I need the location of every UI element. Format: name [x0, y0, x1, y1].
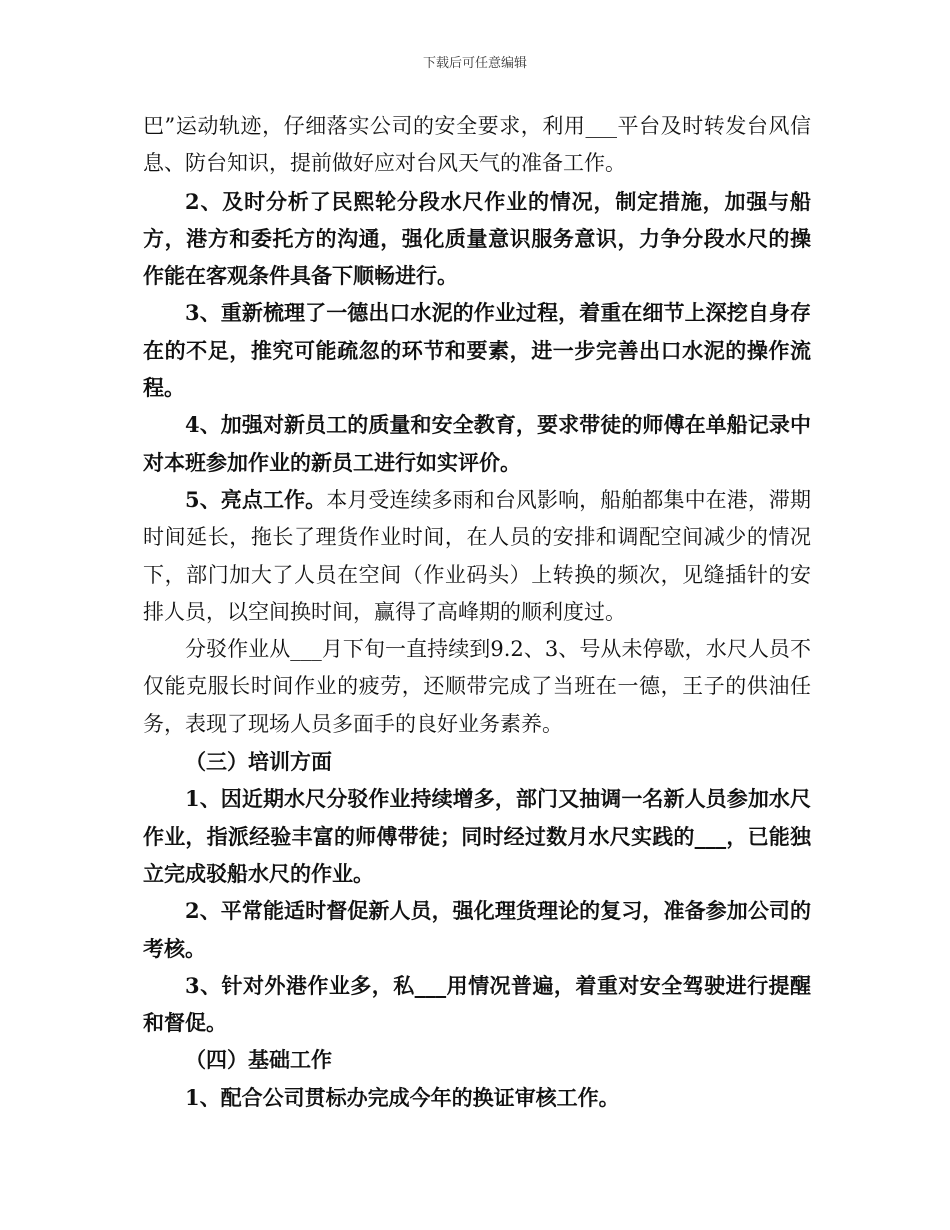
- paragraph-basic-1: 1、配合公司贯标办完成今年的换证审核工作。: [185, 1084, 620, 1110]
- document-body: [143, 108, 811, 1116]
- paragraph-training-1: 1、因近期水尺分驳作业持续增多，部门又抽调一名新人员参加水尺作业，指派经验丰富的师傅带徒；同时经过数月水尺实践的___，已能独立完成驳船水尺的作业。: [143, 786, 811, 886]
- page-header: 下载后可任意编辑: [422, 56, 527, 71]
- paragraph-typhoon-continued: 巴”运动轨迹，仔细落实公司的安全要求，利用___平台及时转发台风信息、防台知识，提前做好应对台风天气的准备工作。: [143, 114, 811, 176]
- highlight-body: 本月受连续多雨和台风影响，船舶都集中在港，滞期时间延长，拖长了理货作业时间，在人员的安排和调配空间减少的情况下，部门加大了人员在空间（作业码头）上转换的频次，见缝插针的安排人员，以空间换时间，赢得了高峰期的顺利度过。: [143, 487, 811, 624]
- paragraph-training-3: 3、针对外港作业多，私___用情况普遍，着重对安全驾驶进行提醒和督促。: [143, 972, 811, 1036]
- paragraph-barge-work: 分驳作业从___月下旬一直持续到9.2、3、号从未停歇，水尺人员不仅能克服长时间作业的疲劳，还顺带完成了当班在一德，王子的供油任务，表现了现场人员多面手的良好业务素养。: [143, 637, 811, 736]
- section-heading-training: （三）培训方面: [185, 749, 332, 775]
- section-heading-basic-work: （四）基础工作: [185, 1047, 332, 1073]
- paragraph-training-2: 2、平常能适时督促新人员，强化理货理论的复习，准备参加公司的考核。: [143, 898, 811, 961]
- paragraph-item-2: 2、及时分析了民熙轮分段水尺作业的情况，制定措施，加强与船方，港方和委托方的沟通，强化质量意识服务意识，力争分段水尺的操作能在客观条件具备下顺畅进行。: [143, 188, 811, 289]
- paragraph-item-3: 3、重新梳理了一德出口水泥的作业过程，着重在细节上深挖自身存在的不足，推究可能疏忽的环节和要素，进一步完善出口水泥的操作流程。: [143, 300, 811, 401]
- paragraph-item-5: [143, 481, 811, 631]
- highlight-lead: 5、亮点工作。: [185, 486, 327, 512]
- paragraph-item-4: 4、加强对新员工的质量和安全教育，要求带徒的师傅在单船记录中对本班参加作业的新员工进行如实评价。: [143, 412, 811, 475]
